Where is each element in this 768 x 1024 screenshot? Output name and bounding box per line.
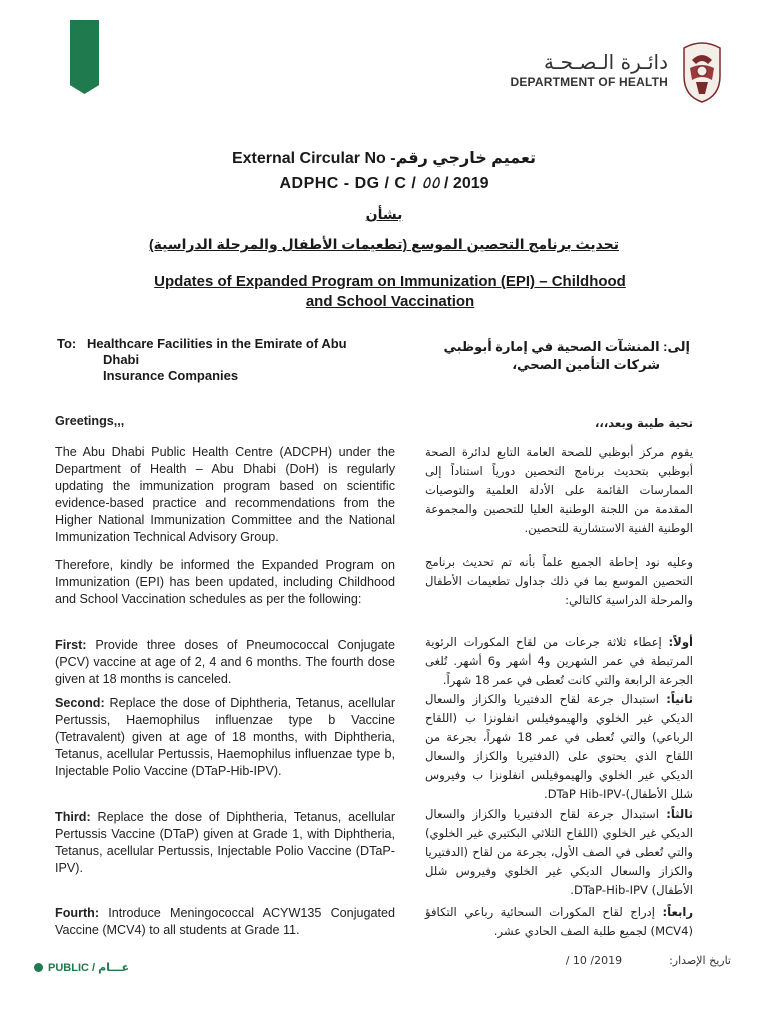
- classification-label: [34, 961, 129, 974]
- item-ar-second: [425, 690, 693, 804]
- item-en-fourth-label: Fourth:: [55, 906, 100, 920]
- issue-date-value: 2019/ 10 /: [565, 954, 623, 967]
- item-ar-third-text: استبدال جرعة لقاح الدفتيريا والكزاز والسعال الديكي غير الخلوي (اللقاح الثلاثي البكتيري غير الخلوي) والتي تُعطى في الصف الأول، بجرعة من لقاح (الدفتيريا والكزاز والسعال الديكي غير الخلوي وفيروس شلل الأطفال) DTaP-Hib-IPV.: [425, 807, 693, 897]
- classification-dot-icon: [34, 963, 43, 972]
- item-en-second-label: Second:: [55, 696, 105, 710]
- item-en-third-text: Replace the dose of Diphtheria, Tetanus, acellular Pertussis Vaccine (DTaP) given at Grade 1, with Diphtheria, Tetanus, acellular Pertussis, Injectable Polio Vaccine (DTaP-IPV).: [55, 810, 396, 875]
- to-label: To:: [57, 336, 77, 351]
- item-en-first: [55, 637, 395, 688]
- circular-number-handwritten: ٥٥: [421, 173, 440, 193]
- circular-number-prefix: ADPHC - DG / C /: [279, 175, 417, 192]
- subject-title-en-line1: Updates of Expanded Program on Immunization (EPI) – Childhood: [154, 273, 626, 290]
- subject-label-ar: بشأن: [365, 206, 403, 222]
- recipient-line2: Dhabi: [103, 352, 140, 367]
- recipients-ar: [390, 338, 690, 374]
- item-en-first-label: First:: [55, 638, 87, 652]
- paragraph-ar-1: يقوم مركز أبوظبي للصحة العامة التابع لدائرة الصحة أبوظبي بتحديث برنامج التحصين دورياً استناداً إلى الممارسات القائمة على الأدلة العلمية والتوصيات المقدمة من اللجنة الوطنية العليا للتحصين والمجموعة الوطنية الفنية الاستشارية للتحصين.: [425, 445, 693, 535]
- subject-title-ar: تحديث برنامج التحصين الموسع (تطعيمات الأطفال والمرحلة الدراسية): [148, 236, 620, 252]
- recipient-ar-line1: إلى: المنشآت الصحية في إمارة أبوظبي: [443, 339, 690, 354]
- item-ar-fourth-label: رابعاً:: [662, 905, 693, 919]
- paragraph-en-2: Therefore, kindly be informed the Expanded Program on Immunization (EPI) has been updated, including Childhood and School Vaccination schedules as per the following:: [55, 558, 395, 606]
- recipient-line3: Insurance Companies: [103, 368, 239, 383]
- item-en-fourth: [55, 905, 395, 939]
- issue-date: [566, 954, 731, 967]
- paragraph-ar-2: وعليه نود إحاطة الجميع علماً بأنه تم تحديث برنامج التحصين الموسع بما في ذلك جداول تطعيمات الأطفال والمرحلة الدراسية كالتالي:: [425, 555, 693, 607]
- item-ar-fourth: [425, 903, 693, 941]
- subject-title-en-line2: and School Vaccination: [305, 293, 475, 310]
- item-en-third-label: Third:: [55, 810, 91, 824]
- classification-text: PUBLIC / عـــام: [48, 962, 130, 974]
- item-ar-second-text: استبدال جرعة لقاح الدفتيريا والكزاز والسعال الديكي غير الخلوي والهيموفيلس انفلونزا ب (اللقاح الرباعي) والتي تُعطى في عمر 18 شهراً، بجرعة من اللقاح الذي يحتوي على (الدفتيريا والكزاز والسعال الديكي غير الخلوي والهيموفيلس انفلونزا ب وفيروس شلل الأطفال)-DTaP Hib-IPV.: [425, 692, 693, 801]
- item-en-fourth-text: Introduce Meningococcal ACYW135 Conjugated Vaccine (MCV4) to all students at Grade 11.: [55, 906, 396, 937]
- item-ar-second-label: ثانياً:: [666, 692, 693, 706]
- circular-number: [0, 173, 768, 193]
- falcon-emblem-icon: [678, 40, 726, 104]
- item-ar-fourth-text: إدراج لقاح المكورات السحائية رباعي التكافؤ (MCV4) لجميع طلبة الصف الحادي عشر.: [425, 905, 693, 938]
- logo-text-en: DEPARTMENT OF HEALTH: [510, 75, 668, 89]
- subject-title-en: [100, 272, 680, 312]
- issue-date-label: تاريخ الإصدار:: [669, 954, 731, 967]
- recipient-ar-line2: شركات التأمين الصحي،: [512, 357, 660, 372]
- item-en-second: [55, 695, 395, 780]
- item-ar-first: [425, 633, 693, 690]
- item-ar-third: [425, 805, 693, 900]
- logo-text-ar: دائـرة الـصـحـة: [544, 50, 668, 74]
- item-en-first-text: Provide three doses of Pneumococcal Conjugate (PCV) vaccine at age of 2, 4 and 6 months. The fourth dose given at 18 months is canceled.: [55, 638, 396, 686]
- item-ar-first-text: إعطاء ثلاثة جرعات من لقاح المكورات الرئوية المرتبطة في عمر الشهرين و4 أشهر و6 أشهر. تُلغى الجرعة الرابعة والتي كانت تُعطى في عمر 18 شهراً.: [425, 635, 693, 687]
- recipient-line1: Healthcare Facilities in the Emirate of Abu: [87, 336, 347, 351]
- item-en-second-text: Replace the dose of Diphtheria, Tetanus, acellular Pertussis, Haemophilus influenzae type b Vaccine (Tetravalent) given at age of 18 months, with Diphtheria, Tetanus, acellular Pertussis, Haemophilus influenzae type b, Injectable Polio Vaccine (DTaP-Hib-IPV).: [55, 696, 396, 778]
- item-ar-first-label: أولاً:: [668, 635, 693, 649]
- circular-number-suffix: / 2019: [444, 175, 489, 192]
- green-tab-marker: [70, 20, 99, 94]
- greeting-en: Greetings,,,: [55, 414, 125, 428]
- item-ar-third-label: ثالثاً:: [666, 807, 693, 821]
- circular-title: External Circular No -تعميم خارجي رقم: [231, 150, 537, 167]
- recipients-en: [57, 336, 397, 384]
- paragraph-en-1: The Abu Dhabi Public Health Centre (ADCPH) under the Department of Health – Abu Dhabi (DoH) is regularly updating the immunization program based on scientific evidence-based practice and recommendations from the Higher National Immunization Committee and the National Immunization Technical Advisory Group.: [55, 445, 395, 544]
- item-en-third: [55, 809, 395, 877]
- greeting-ar: تحية طيبة وبعد،،،: [595, 416, 693, 430]
